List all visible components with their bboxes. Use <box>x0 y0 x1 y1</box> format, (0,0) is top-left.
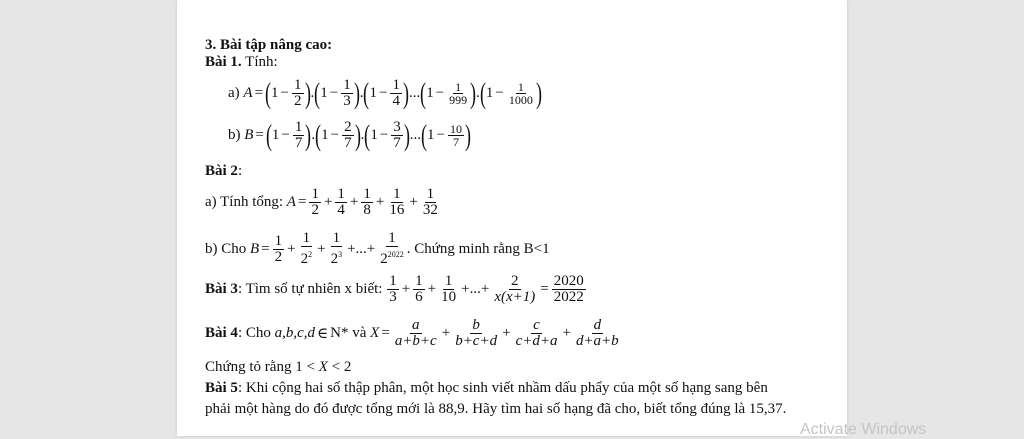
bai2-b-equation: b) Cho B = $\frac{1}{2}$ + $\frac{1}{2^2}$ + $\frac{1}{2^3}$ +...+ $\frac{1}{2^{2022}}$ . Chứng minh rằng B<1 <box>205 230 550 267</box>
bai5-line2 <box>205 401 786 418</box>
bai1-b-label: b) <box>228 127 241 143</box>
bai1-a-label: a) <box>228 85 240 101</box>
bai3-rhs-num: 2020 <box>553 273 584 289</box>
bai1-b-equation: b) B = ( 1 − $\frac{1}{7}$ ) . ( 1 − $\frac{2}{7}$ ) . ( 1 − $\frac{3}{7}$ ) ... ( 1 − $\frac{10}{7}$ ) <box>228 118 472 152</box>
bai2-a-line <box>205 187 441 218</box>
bai5-text-2: phải một hàng do đó được tổng mới là 88,9. Hãy tìm hai số hạng đã cho, biết tổng đúng là 15,37. <box>205 401 787 417</box>
bai2-colon: : <box>237 163 243 179</box>
bai4-label: Bài 4 <box>205 325 238 341</box>
bai4-conclusion-text: Chứng tỏ rằng <box>205 359 292 375</box>
bai5-text-1: : Khi cộng hai số thập phân, một học sinh viết nhầm dấu phẩy của một số hạng sang bên <box>237 380 768 396</box>
cropped-glyph-fragment <box>732 0 772 4</box>
bai1-a-var: A <box>243 85 253 101</box>
bai2-a-equation: a) Tính tổng: A = $\frac{1}{2}$ + $\frac{1}{4}$ + $\frac{1}{8}$ + $\frac{1}{16}$ + $\frac{1}{32}$ <box>205 186 438 218</box>
bai1-b-var: B <box>244 127 254 143</box>
bai5-label: Bài 5 <box>205 380 238 396</box>
bai2-b-line <box>205 231 550 267</box>
section-title: 3. Bài tập nâng cao: <box>205 37 333 53</box>
bai4-set: N* <box>330 325 349 341</box>
activate-windows-watermark: Activate Windows <box>800 421 927 438</box>
bai4-text: : Cho <box>237 325 271 341</box>
bai2-label: Bài 2 <box>205 163 238 179</box>
bai1-a-equation: a) A = ( 1 − $\frac{1}{2}$ ) . ( 1 − $\frac{1}{3}$ ) . ( 1 − $\frac{1}{4}$ ) ... ( 1 − $\frac{1}{999}$ ) . ( 1 − $\frac{1}{1000}$ ) <box>228 76 542 110</box>
bai2-heading <box>205 163 242 180</box>
bai3-rhs-den: 2022 <box>553 289 584 305</box>
bai4-conj: và <box>352 325 367 341</box>
bai2-a-text: a) Tính tổng: <box>205 194 284 210</box>
bai4-line <box>205 318 622 349</box>
bai3-equation: Bài 3 : Tìm số tự nhiên x biết: $\frac{1}{3}$ + $\frac{1}{6}$ + $\frac{1}{10}$ +...+ $\frac{2}{x(x+1)}$ = $\frac{2020}{2022}$ <box>205 273 584 305</box>
bai3-text: : Tìm số tự nhiên x biết: <box>237 281 383 297</box>
bai4-conclusion: Chứng tỏ rằng 1 < X < 2 <box>205 359 352 375</box>
bai5-line1 <box>205 380 768 397</box>
bai4-equation: Bài 4 : Cho a,b,c,d ∈ N* và X = $\frac{a}{a+b+c}$ + $\frac{b}{b+c+d}$ + $\frac{c}{c+d+a}$ + $\frac{d}{d+a+b}$ <box>205 317 619 349</box>
bai1-label: Bài 1. <box>205 54 242 70</box>
bai1-b-line <box>228 120 471 151</box>
bai1-a-line <box>228 78 542 109</box>
bai3-label: Bài 3 <box>205 281 238 297</box>
bai2-b-text: b) Cho <box>205 240 247 257</box>
bai2-b-tail: . Chứng minh rằng B<1 <box>406 240 550 257</box>
bai1-heading <box>205 54 278 71</box>
bai4-vars: a,b,c,d <box>274 325 316 341</box>
bai2-exponent: 2022 <box>387 250 404 259</box>
bai1-text: Tính: <box>241 54 278 70</box>
bai3-line <box>205 274 587 305</box>
